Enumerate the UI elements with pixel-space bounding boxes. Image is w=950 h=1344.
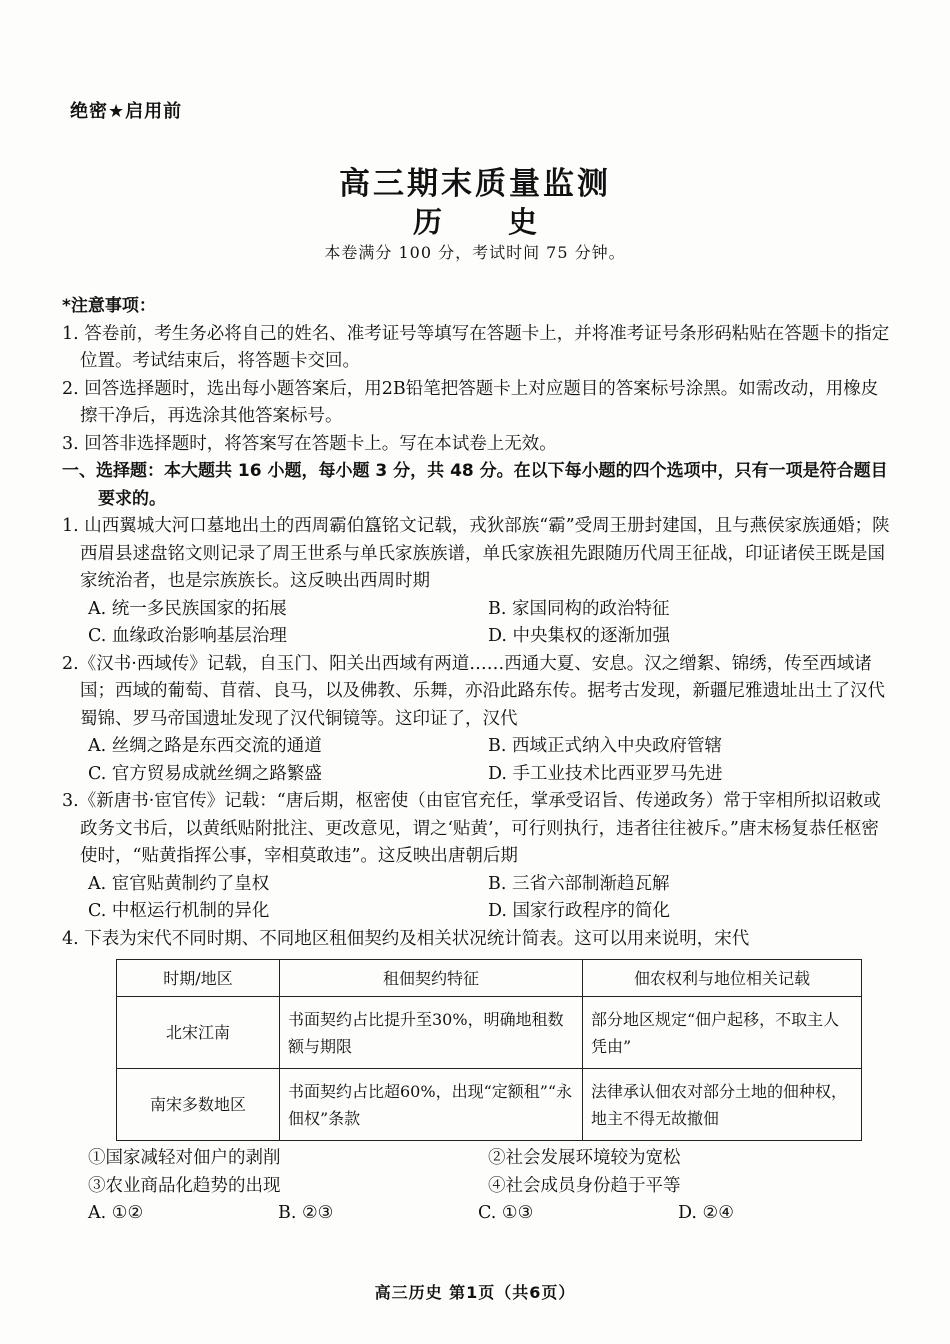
- option: C. ①③: [478, 1203, 534, 1223]
- statements-grid: [62, 1145, 892, 1200]
- options-grid: [62, 871, 892, 926]
- option: D. ②④: [678, 1203, 734, 1223]
- option: A. 统一多民族国家的拓展: [88, 598, 287, 619]
- options-grid: [62, 733, 892, 788]
- statement: ④社会成员身份趋于平等: [488, 1175, 681, 1196]
- options-row: [62, 1200, 892, 1228]
- subject-title: 历 史: [412, 205, 566, 239]
- option: B. 西域正式纳入中央政府管辖: [488, 736, 722, 756]
- question-stem: 3.《新唐书·宦官传》记载：“唐后期，枢密使（由宦官充任，掌承受诏旨、传递政务）常于宰相所拟诏敕或政务文书后，以黄纸贴附批注、更改意见，谓之‘贴黄’，可行则执行，违者往往被斥。”唐末杨复恭任枢密使时，“贴黄指挥公事，宰相莫敢违”。这反映出唐朝后期: [62, 791, 881, 866]
- notice-heading: *注意事项：: [62, 296, 156, 316]
- statement: ③农业商品化趋势的出现: [88, 1175, 281, 1196]
- table-cell: 书面契约占比超60%，出现“定额租”“永佃权”条款: [280, 1069, 583, 1141]
- table-header: 租佃契约特征: [280, 960, 583, 997]
- option: A. 宦官贴黄制约了皇权: [88, 873, 270, 894]
- question-stem: 4. 下表为宋代不同时期、不同地区租佃契约及相关状况统计简表。这可以用来说明，宋代: [62, 928, 750, 949]
- notice-item: 2. 回答选择题时，选出每小题答案后，用2B铅笔把答题卡上对应题目的答案标号涂黑。如需改动，用橡皮擦干净后，再选涂其他答案标号。: [62, 378, 879, 426]
- question-stem: 2.《汉书·西域传》记载，自玉门、阳关出西域有两道……西通大夏、安息。汉之缯絮、锦绣，传至西域诸国；西域的葡萄、苜蓿、良马，以及佛教、乐舞，亦沿此路东传。据考古发现，新疆尼雅遗址出土了汉代蜀锦、罗马帝国遗址发现了汉代铜镜等。这印证了，汉代: [62, 653, 885, 729]
- exam-info: 本卷满分 100 分，考试时间 75 分钟。: [324, 243, 626, 262]
- table-cell: 法律承认佃农对部分土地的佃种权，地主不得无故撤佃: [583, 1069, 862, 1141]
- option: B. 家国同构的政治特征: [488, 598, 670, 619]
- section-heading: 一、选择题：本大题共 16 小题，每小题 3 分，共 48 分。在以下每小题的四个选项中，只有一项是符合题目要求的。: [62, 461, 888, 509]
- tenancy-table: [116, 959, 862, 1141]
- table-cell: 书面契约占比提升至30%，明确地租数额与期限: [280, 997, 583, 1069]
- statement: ②社会发展环境较为宽松: [488, 1148, 681, 1168]
- option: C. 中枢运行机制的异化: [88, 901, 270, 921]
- option: B. 三省六部制渐趋瓦解: [488, 873, 670, 894]
- option: D. 手工业技术比西亚罗马先进: [488, 763, 723, 784]
- page-footer: 高三历史 第1页（共6页）: [374, 1283, 576, 1302]
- table-row: [117, 997, 862, 1069]
- confidential-label: 绝密★启用前: [70, 101, 183, 122]
- table-row: [117, 1069, 862, 1141]
- exam-content: [62, 293, 892, 1228]
- option: A. ①②: [88, 1203, 144, 1223]
- statement: ①国家减轻对佃户的剥削: [88, 1148, 281, 1168]
- options-grid: [62, 596, 892, 651]
- option: A. 丝绸之路是东西交流的通道: [88, 736, 322, 756]
- table-cell: 南宋多数地区: [117, 1069, 280, 1141]
- table-cell: 北宋江南: [117, 997, 280, 1069]
- option: D. 中央集权的逐渐加强: [488, 626, 671, 646]
- table-header: 佃农权利与地位相关记载: [583, 960, 862, 997]
- option: D. 国家行政程序的简化: [488, 901, 671, 921]
- option: B. ②③: [278, 1203, 334, 1223]
- option: C. 官方贸易成就丝绸之路繁盛: [88, 763, 322, 784]
- question-stem: 1. 山西翼城大河口墓地出土的西周霸伯簋铭文记载，戎狄部族“霸”受周王册封建国，且与燕侯家族通婚；陕西眉县逑盘铭文则记录了周王世系与单氏家族族谱，单氏家族祖先跟随历代周王征战，印证诸侯王既是国家统治者，也是宗族族长。这反映出西周时期: [62, 516, 890, 591]
- exam-title: 高三期末质量监测: [339, 166, 611, 202]
- table-header-row: [117, 960, 862, 997]
- notice-item: 1. 答卷前，考生务必将自己的姓名、准考证号等填写在答题卡上，并将准考证号条形码粘贴在答题卡的指定位置。考试结束后，将答题卡交回。: [62, 323, 890, 371]
- table-header: 时期/地区: [117, 960, 280, 997]
- option: C. 血缘政治影响基层治理: [88, 626, 287, 646]
- table-cell: 部分地区规定“佃户起移，不取主人凭由”: [583, 997, 862, 1069]
- notice-item: 3. 回答非选择题时，将答案写在答题卡上。写在本试卷上无效。: [62, 433, 557, 454]
